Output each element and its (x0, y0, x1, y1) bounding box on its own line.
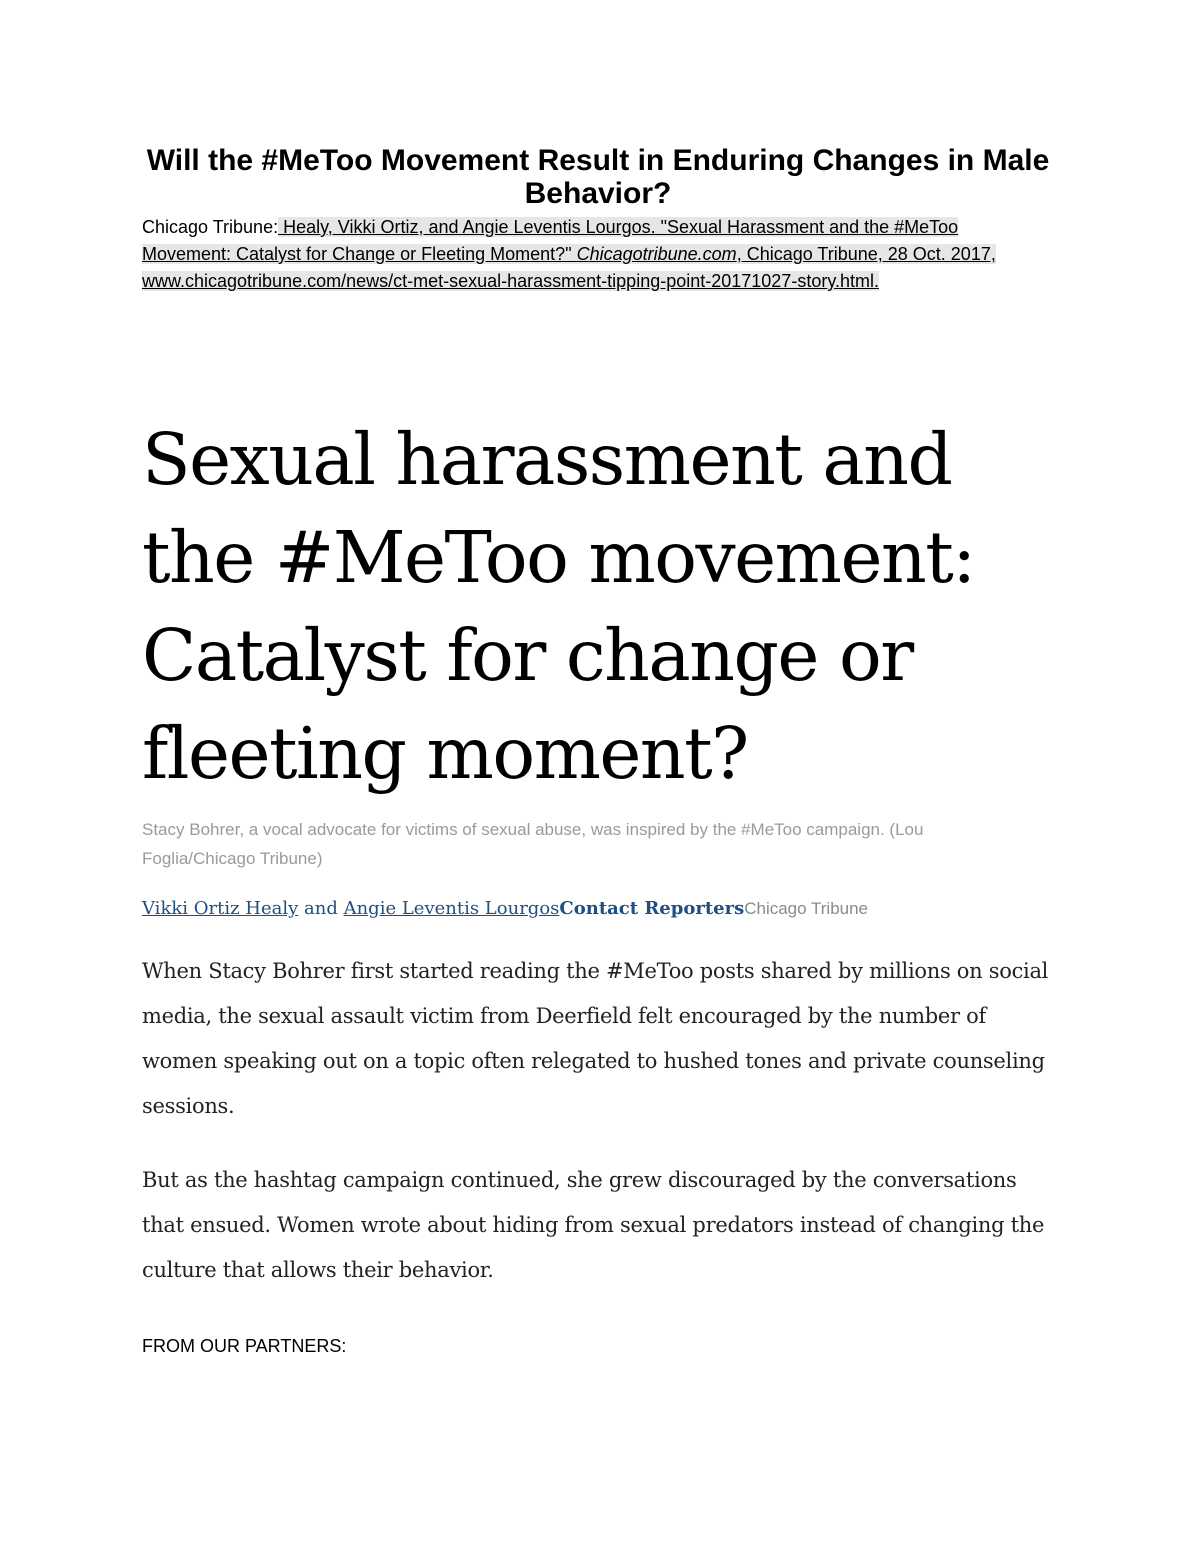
document-page (142, 140, 1060, 1358)
citation-prefix: Chicago Tribune: (142, 217, 279, 237)
article-paragraph-1: When Stacy Bohrer first started reading the #MeToo posts shared by millions on social media, the sexual assault victim from Deerfield felt encouraged by the number of women speaking out on a topic often relegated to hushed tones and private counseling sessions. (142, 959, 1049, 1118)
author-link-vikki-ortiz-healy[interactable]: Vikki Ortiz Healy (142, 898, 299, 919)
article-headline: Sexual harassment and the #MeToo movement: Catalyst for change or fleeting moment? (142, 418, 975, 795)
byline (142, 895, 1060, 923)
citation (142, 214, 1012, 295)
citation-reference-end: , Chicago Tribune, 28 Oct. 2017, www.chicagotribune.com/news/ct-met-sexual-harassment-tipping-point-20171027-story.html. (142, 244, 996, 291)
author-link-angie-leventis-lourgos[interactable]: Angie Leventis Lourgos (343, 898, 560, 919)
byline-and: and (298, 898, 344, 919)
citation-reference-italic: Chicagotribune.com (576, 244, 737, 264)
citation-reference-start: Healy, Vikki Ortiz, and Angie Leventis Lourgos. "Sexual Harassment and the #MeToo Movement: Catalyst for Change or Fleeting Moment?" (142, 217, 959, 264)
photo-caption: Stacy Bohrer, a vocal advocate for victims of sexual abuse, was inspired by the #MeToo campaign. (Lou Foglia/Chicago Tribune) (142, 820, 924, 868)
contact-reporters-link[interactable]: Contact Reporters (559, 898, 745, 919)
partners-label: FROM OUR PARTNERS: (142, 1336, 347, 1356)
byline-source: Chicago Tribune (744, 899, 869, 918)
document-title: Will the #MeToo Movement Result in Enduring Changes in Male Behavior? (146, 144, 1050, 210)
article-paragraph-2: But as the hashtag campaign continued, she grew discouraged by the conversations that ensued. Women wrote about hiding from sexual predators instead of changing the culture that allows their behavior. (142, 1168, 1045, 1282)
